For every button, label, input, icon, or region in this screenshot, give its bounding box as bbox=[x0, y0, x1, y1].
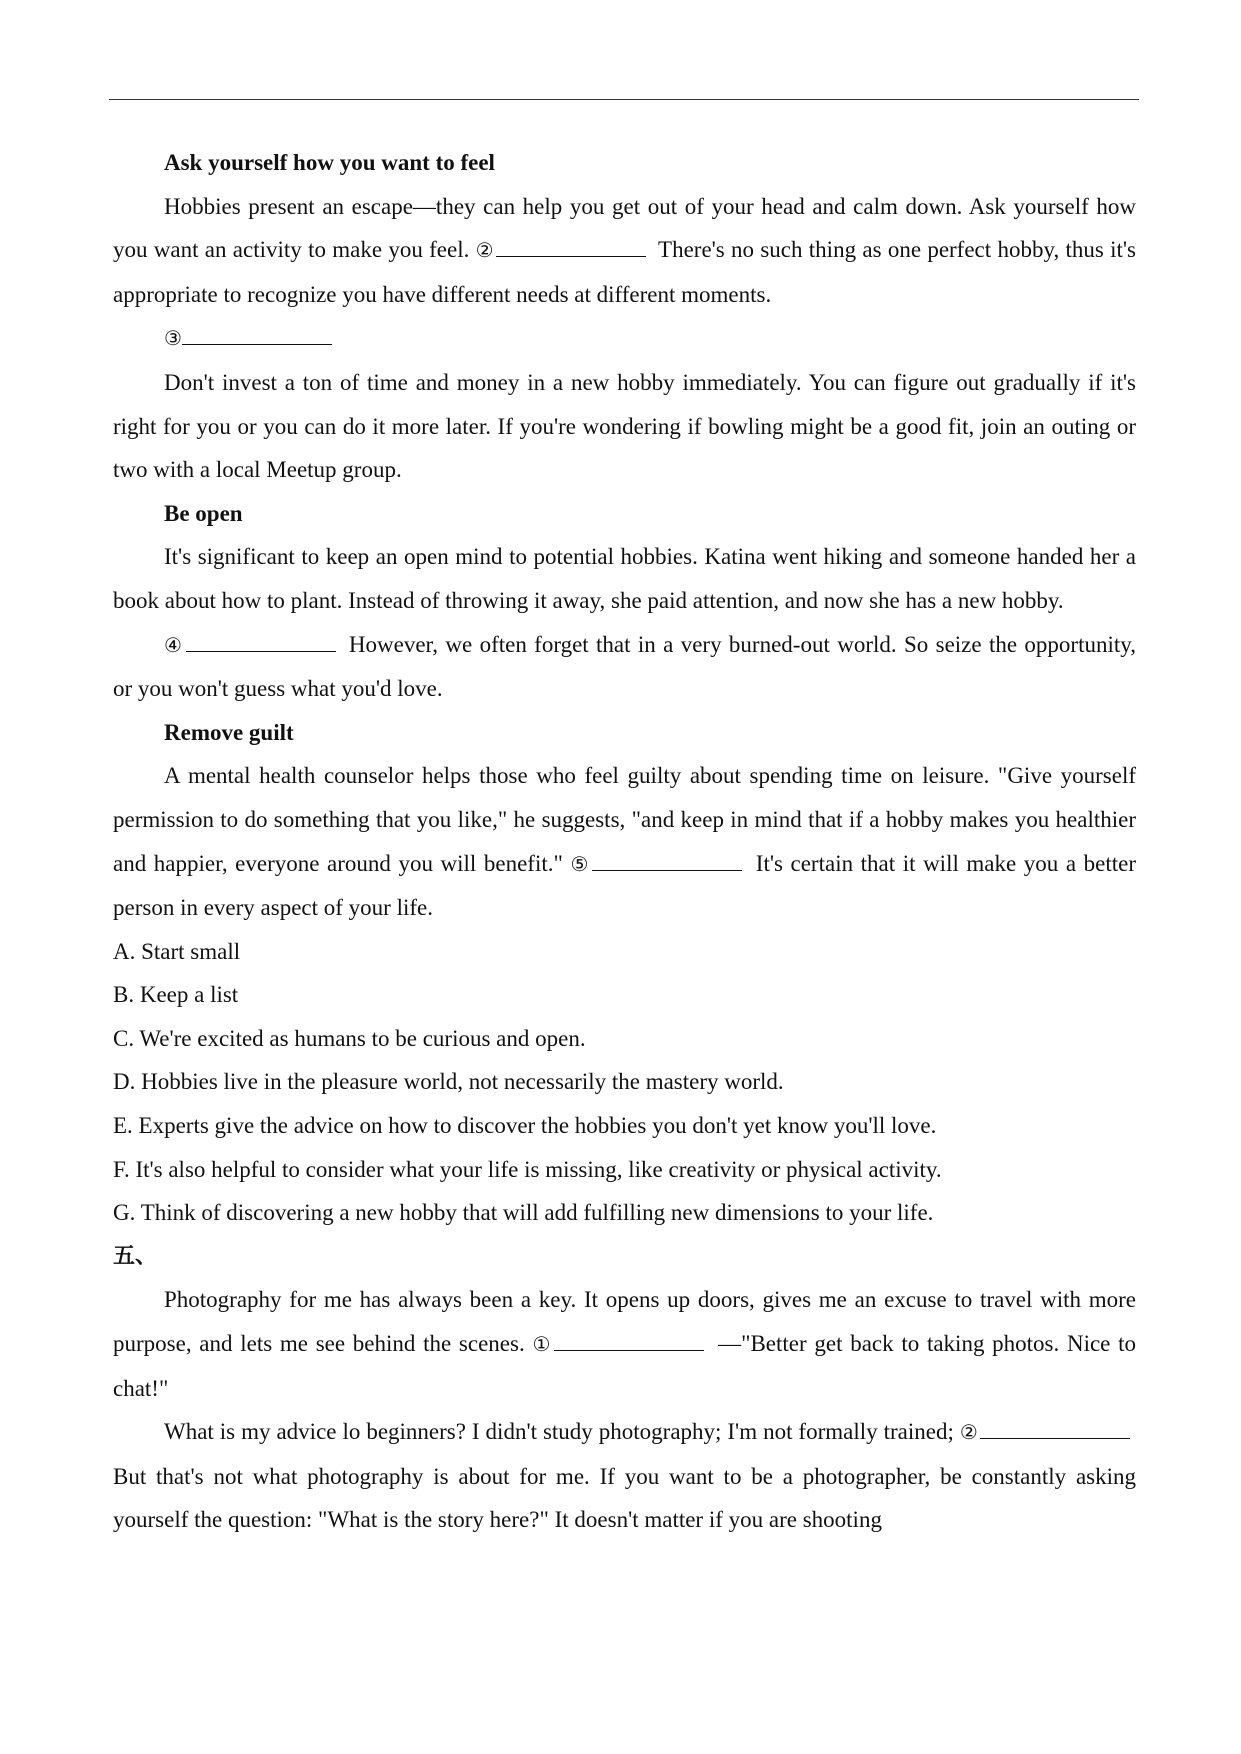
paragraph-invest: Don't invest a ton of time and money in a new hobby immediately. You can figure out gradually if it's right for you or you can do it more later. If you're wondering if bowling might be a good fit, join an outing or two with a local Meetup group. bbox=[113, 369, 1136, 483]
paragraph-open-mind: It's significant to keep an open mind to potential hobbies. Katina went hiking and someone handed her a book about how to plant. Instead of throwing it away, she paid attention, and now she has a new hobby. bbox=[113, 544, 1136, 613]
blank-line-3 bbox=[113, 316, 1136, 361]
paragraph-advice bbox=[113, 1410, 1136, 1542]
answer-blank[interactable] bbox=[980, 1437, 1130, 1439]
paragraph-escape bbox=[113, 185, 1136, 317]
paragraph-text: However, we often forget that in a very burned-out world. So seize the opportunity, or you won't guess what you'd love. bbox=[113, 631, 1136, 702]
answer-blank[interactable] bbox=[186, 650, 336, 652]
paragraph-text: What is my advice lo beginners? I didn't study photography; I'm not formally trained; bbox=[164, 1419, 954, 1445]
answer-blank[interactable] bbox=[554, 1349, 704, 1351]
blank-number: ⑤ bbox=[570, 851, 591, 876]
answer-blank[interactable] bbox=[496, 255, 646, 257]
option-c: C. We're excited as humans to be curious and open. bbox=[113, 1025, 586, 1051]
paragraph-counselor bbox=[113, 754, 1136, 929]
paragraph-text: It's certain that it will make you a better person in every aspect of your life. bbox=[113, 850, 1137, 921]
paragraph-photography bbox=[113, 1278, 1136, 1410]
option-g: G. Think of discovering a new hobby that will add fulfilling new dimensions to your life. bbox=[113, 1200, 934, 1226]
document-body bbox=[113, 141, 1136, 1542]
option-d: D. Hobbies live in the pleasure world, not necessarily the mastery world. bbox=[113, 1069, 784, 1095]
heading-feel: Ask yourself how you want to feel bbox=[164, 150, 495, 175]
option-f: F. It's also helpful to consider what your life is missing, like creativity or physical activity. bbox=[113, 1156, 942, 1182]
blank-number: ② bbox=[959, 1420, 978, 1445]
paragraph-text: There's no such thing as one perfect hobby, thus it's appropriate to recognize you have different needs at different moments. bbox=[113, 237, 1136, 307]
blank-number: ④ bbox=[164, 632, 184, 657]
option-a: A. Start small bbox=[113, 938, 241, 964]
heading-remove-guilt: Remove guilt bbox=[164, 719, 294, 745]
option-b: B. Keep a list bbox=[113, 982, 239, 1008]
blank-number: ③ bbox=[164, 326, 182, 351]
paragraph-burned-out bbox=[113, 623, 1136, 711]
heading-be-open: Be open bbox=[164, 500, 243, 526]
blank-number: ① bbox=[532, 1332, 553, 1357]
paragraph-text: —"Better get back to taking photos. Nice to chat!" bbox=[113, 1331, 1137, 1401]
paragraph-text: But that's not what photography is about for me. If you want to be a photographer, be constantly asking yourself the question: "What is the story here?" It doesn't matter if you are shooting bbox=[113, 1463, 1136, 1533]
paragraph-text: Hobbies present an escape—they can help you get out of your head and calm down. Ask yourself how you want an activity to make you feel. bbox=[113, 193, 1136, 263]
header-rule bbox=[109, 99, 1139, 100]
answer-blank[interactable] bbox=[182, 343, 332, 345]
option-e: E. Experts give the advice on how to discover the hobbies you don't yet know you'll love. bbox=[113, 1113, 937, 1139]
paragraph-text: Photography for me has always been a key. It opens up doors, gives me an excuse to travel with more purpose, and lets me see behind the scenes. bbox=[113, 1287, 1136, 1357]
answer-blank[interactable] bbox=[592, 869, 742, 871]
paragraph-text: A mental health counselor helps those who feel guilty about spending time on leisure. "Give yourself permission to do something that you like," he suggests, "and keep in mind that if a hobby makes you healthier and happier, everyone around you will benefit." bbox=[113, 763, 1136, 876]
section-five-title: 五、 bbox=[113, 1243, 158, 1269]
blank-number: ② bbox=[475, 238, 495, 263]
